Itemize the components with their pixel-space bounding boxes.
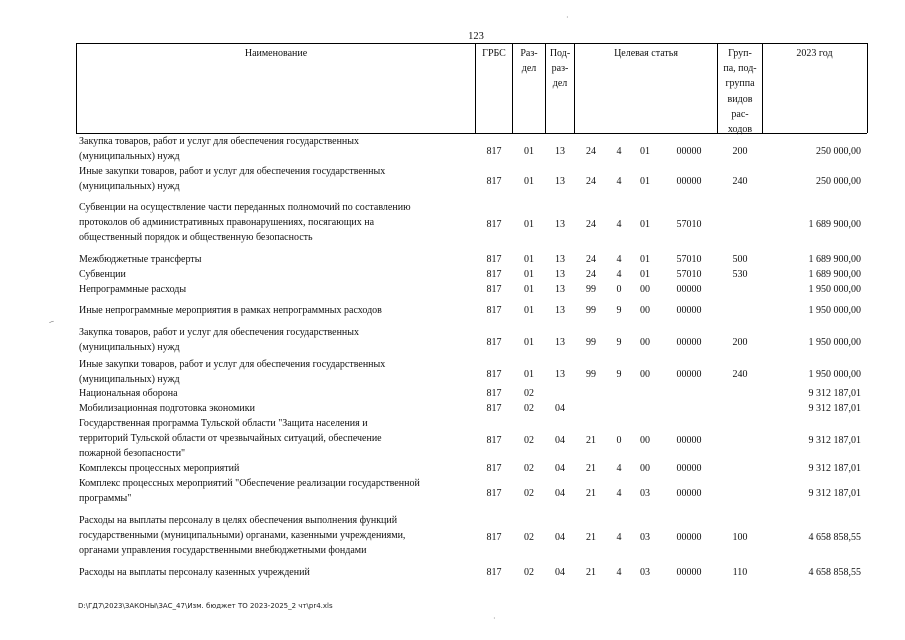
cell-t1: 99 [586,336,596,348]
table-row [0,267,905,282]
row-name [79,164,475,194]
cell-grbs: 817 [486,388,502,399]
cell-t1: 21 [586,532,596,543]
cell-t2: 0 [616,284,622,295]
table-row [0,461,905,476]
row-name [79,357,475,387]
cell-pr: 04 [555,463,565,474]
cell-grbs: 817 [486,435,502,446]
cell-vr: 500 [732,254,748,265]
cell-vr: 530 [732,269,748,280]
row-name-line: (муниципальных) нужд [79,374,180,385]
cell-rz: 01 [524,145,534,157]
row-name-line: органами управления государственными внебюджетными фондами [79,545,367,556]
cell-t2: 9 [616,368,622,380]
cell-grbs: 817 [486,254,502,265]
row-name-line: Субвенции на осуществление части переданных полномочий по составлению [79,202,411,213]
cell-pr: 13 [555,175,565,187]
row-name-line: Субвенции [79,269,126,280]
row-name-line: общественный порядок и общественную безопасность [79,232,313,243]
cell-rz: 01 [524,269,534,280]
header-group [718,46,762,137]
row-name-line: государственными (муниципальными) органами, казенными учреждениями, [79,530,406,541]
row-name [79,303,475,318]
cell-t4: 00000 [676,567,702,578]
cell-t2: 4 [616,487,622,499]
cell-rz: 02 [524,567,534,578]
cell-grbs: 817 [486,269,502,280]
table-row [0,416,905,461]
cell-pr: 04 [555,403,565,414]
cell-rz: 02 [524,435,534,446]
cell-t1: 99 [586,284,596,295]
cell-rz: 01 [524,219,534,230]
cell-t2: 4 [616,219,622,230]
table-row [0,513,905,558]
cell-amount: 4 658 858,55 [808,567,861,578]
cell-t1: 24 [586,254,596,265]
cell-amount: 9 312 187,01 [808,463,861,474]
cell-t1: 24 [586,175,596,187]
cell-grbs: 817 [486,487,502,499]
row-name [79,416,475,461]
row-name [79,401,475,416]
cell-pr: 13 [555,145,565,157]
cell-amount: 250 000,00 [816,145,861,157]
row-name-line: Иные закупки товаров, работ и услуг для обеспечения государственных [79,166,386,177]
cell-amount: 4 658 858,55 [808,532,861,543]
footer-file-path: D:\ГД7\2023\ЗАКОНЫ\ЗАС_47\Изм. бюджет ТО 2023-2025_2 чт\pr4.xls [78,602,333,610]
cell-t4: 57010 [676,219,702,230]
cell-amount: 1 950 000,00 [808,284,861,295]
cell-rz: 02 [524,388,534,399]
row-name-line: Комплексы процессных мероприятий [79,463,240,474]
cell-amount: 9 312 187,01 [808,435,861,446]
cell-amount: 9 312 187,01 [808,487,861,499]
cell-t2: 4 [616,532,622,543]
cell-grbs: 817 [486,567,502,578]
cell-t4: 00000 [676,532,702,543]
cell-t4: 00000 [676,336,702,348]
scan-dot: · [493,614,496,623]
cell-t4: 00000 [676,368,702,380]
row-name [79,461,475,476]
table-row [0,134,905,164]
cell-grbs: 817 [486,284,502,295]
cell-vr: 110 [732,567,748,578]
cell-t2: 4 [616,254,622,265]
cell-t1: 21 [586,463,596,474]
row-name-line: Государственная программа Тульской области "Защита населения и [79,418,368,429]
cell-grbs: 817 [486,219,502,230]
cell-t4: 00000 [676,284,702,295]
cell-t1: 99 [586,305,596,316]
cell-t2: 9 [616,305,622,316]
header-group-line: ходов [727,124,753,136]
cell-amount: 1 689 900,00 [808,219,861,230]
cell-grbs: 817 [486,336,502,348]
cell-pr: 13 [555,254,565,265]
table-row [0,282,905,297]
cell-t4: 00000 [676,305,702,316]
cell-rz: 01 [524,175,534,187]
cell-pr: 13 [555,219,565,230]
row-name-line: Национальная оборона [79,388,178,399]
cell-amount: 9 312 187,01 [808,388,861,399]
row-name [79,200,475,245]
cell-t4: 00000 [676,145,702,157]
cell-vr: 240 [732,368,748,380]
header-podrazdel-line: раз- [551,63,569,75]
header-year: 2023 год [796,48,833,59]
cell-pr: 04 [555,487,565,499]
cell-t2: 9 [616,336,622,348]
cell-amount: 1 950 000,00 [808,336,861,348]
cell-grbs: 817 [486,175,502,187]
row-name [79,565,475,580]
row-name [79,252,475,267]
cell-t3: 03 [640,567,650,578]
row-name-line: Комплекс процессных мероприятий "Обеспечение реализации государственной [79,478,420,489]
cell-t1: 21 [586,567,596,578]
row-name [79,282,475,297]
cell-t4: 00000 [676,463,702,474]
cell-pr: 13 [555,269,565,280]
row-name-line: территорий Тульской области от чрезвычайных ситуаций, обеспечение [79,433,382,444]
header-razdel-line: Раз- [520,48,538,59]
row-name-line: Мобилизационная подготовка экономики [79,403,255,414]
cell-t4: 00000 [676,487,702,499]
cell-t3: 00 [640,368,650,380]
cell-t4: 57010 [676,254,702,265]
table-row [0,200,905,245]
row-name-line: Непрограммные расходы [79,284,187,295]
cell-t3: 01 [640,145,650,157]
cell-t3: 00 [640,284,650,295]
header-podrazdel [546,46,574,92]
row-name-line: Расходы на выплаты персоналу казенных учреждений [79,567,310,578]
row-name [79,386,475,401]
cell-pr: 13 [555,305,565,316]
cell-t3: 03 [640,532,650,543]
cell-t1: 21 [586,435,596,446]
cell-pr: 04 [555,567,565,578]
header-name: Наименование [244,48,308,59]
cell-amount: 1 689 900,00 [808,269,861,280]
cell-rz: 01 [524,284,534,295]
cell-t1: 99 [586,368,596,380]
header-razdel [513,46,545,76]
cell-t1: 24 [586,219,596,230]
row-name [79,476,475,506]
cell-rz: 01 [524,368,534,380]
cell-rz: 02 [524,487,534,499]
cell-rz: 02 [524,532,534,543]
table-row [0,357,905,387]
header-podrazdel-line: дел [552,78,568,90]
cell-t2: 4 [616,567,622,578]
cell-pr: 04 [555,532,565,543]
cell-t4: 57010 [676,269,702,280]
cell-t1: 24 [586,269,596,280]
table-row [0,565,905,580]
page-number: 123 [468,31,484,42]
table-row [0,386,905,401]
cell-t3: 00 [640,305,650,316]
cell-t4: 00000 [676,435,702,446]
cell-rz: 02 [524,403,534,414]
scan-dot: · [566,13,569,22]
cell-grbs: 817 [486,532,502,543]
cell-pr: 13 [555,336,565,348]
row-name-line: (муниципальных) нужд [79,342,180,353]
cell-t2: 4 [616,463,622,474]
cell-t4: 00000 [676,175,702,187]
cell-t2: 4 [616,175,622,187]
table-row [0,476,905,506]
row-name-line: Иные непрограммные мероприятия в рамках непрограммных расходов [79,305,382,316]
row-name-line: Иные закупки товаров, работ и услуг для обеспечения государственных [79,359,386,370]
header-target: Целевая статья [614,48,678,59]
row-name [79,267,475,282]
cell-amount: 9 312 187,01 [808,403,861,414]
cell-t1: 24 [586,145,596,157]
cell-grbs: 817 [486,145,502,157]
cell-vr: 200 [732,336,748,348]
cell-t3: 00 [640,463,650,474]
row-name-line: протоколов об административных правонарушениях, посягающих на [79,217,375,228]
cell-t1: 21 [586,487,596,499]
header-group-line: группа [725,78,755,90]
row-name-line: Закупка товаров, работ и услуг для обеспечения государственных [79,136,360,147]
cell-vr: 100 [732,532,748,543]
header-group-line: Груп- [728,48,752,59]
cell-t3: 01 [640,219,650,230]
header-group-line: видов [727,93,753,105]
table-row [0,325,905,355]
cell-grbs: 817 [486,403,502,414]
header-podrazdel-line: Под- [549,48,571,59]
row-name-line: Закупка товаров, работ и услуг для обеспечения государственных [79,327,360,338]
row-name-line: (муниципальных) нужд [79,181,180,192]
table-row [0,164,905,194]
cell-rz: 01 [524,254,534,265]
table-row [0,401,905,416]
table-row [0,252,905,267]
table-row [0,303,905,318]
row-name [79,513,475,558]
cell-t3: 01 [640,269,650,280]
row-name [79,134,475,164]
cell-vr: 240 [732,175,748,187]
cell-t2: 0 [616,435,622,446]
cell-amount: 250 000,00 [816,175,861,187]
header-grbs: ГРБС [482,48,506,59]
cell-rz: 01 [524,305,534,316]
cell-amount: 1 689 900,00 [808,254,861,265]
cell-t3: 01 [640,175,650,187]
cell-grbs: 817 [486,305,502,316]
row-name-line: (муниципальных) нужд [79,151,180,162]
cell-t2: 4 [616,269,622,280]
cell-t3: 01 [640,254,650,265]
cell-amount: 1 950 000,00 [808,305,861,316]
cell-grbs: 817 [486,463,502,474]
row-name-line: пожарной безопасности" [79,448,186,459]
cell-pr: 13 [555,284,565,295]
header-razdel-line: дел [521,63,537,75]
row-name-line: Межбюджетные трансферты [79,254,202,265]
cell-t2: 4 [616,145,622,157]
row-name [79,325,475,355]
header-group-line: рас- [731,108,749,120]
cell-vr: 200 [732,145,748,157]
margin-mark: – [47,315,55,327]
cell-rz: 01 [524,336,534,348]
cell-t3: 00 [640,435,650,446]
row-name-line: программы" [79,493,132,504]
cell-pr: 13 [555,368,565,380]
cell-amount: 1 950 000,00 [808,368,861,380]
cell-t3: 00 [640,336,650,348]
row-name-line: Расходы на выплаты персоналу в целях обеспечения выполнения функций [79,515,398,526]
cell-t3: 03 [640,487,650,499]
header-group-line: па, под- [723,63,757,75]
header-top-rule [76,43,867,44]
cell-rz: 02 [524,463,534,474]
cell-pr: 04 [555,435,565,446]
cell-grbs: 817 [486,368,502,380]
